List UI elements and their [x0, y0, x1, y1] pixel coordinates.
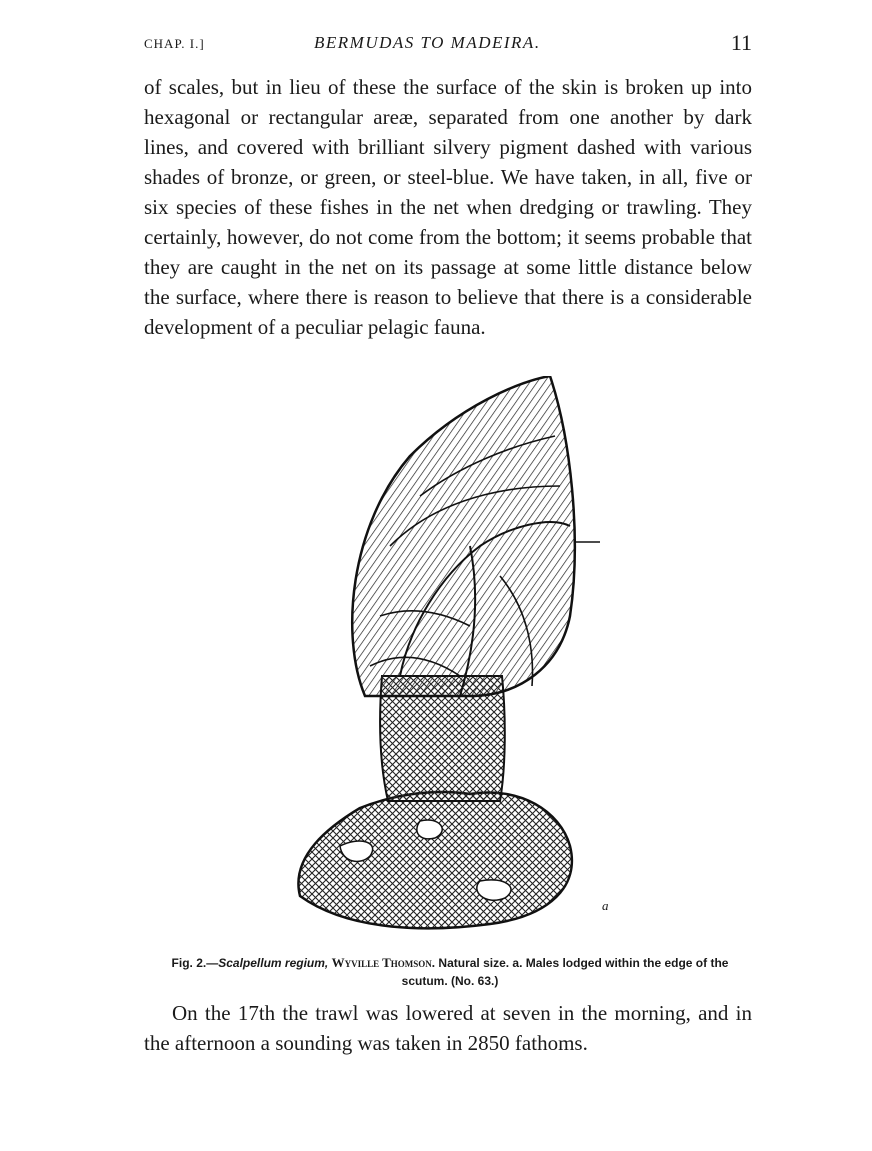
chapter-label: CHAP. I.]	[144, 36, 205, 51]
capitulum	[352, 376, 575, 696]
barnacle-illustration	[270, 376, 640, 941]
figure-scalpellum	[270, 376, 640, 941]
body-paragraph-2: On the 17th the trawl was lowered at seven in the morning, and in the afternoon a sounding was taken in 2850 fathoms.	[144, 1001, 752, 1055]
running-title: BERMUDAS TO MADEIRA.	[314, 33, 541, 52]
caption-rest: Natural size. a. Males lodged within the edge of the scutum. (No. 63.)	[401, 956, 729, 988]
caption-author: Wyville Thomson.	[331, 955, 436, 970]
caption-fig-number: Fig. 2.—	[171, 956, 219, 970]
rock-base	[298, 792, 571, 928]
caption-species: Scalpellum regium,	[218, 956, 329, 970]
body-paragraph-1: of scales, but in lieu of these the surface of the skin is broken up into hexagonal or rectangular areæ, separated from one another by dark lines, and covered with brilliant silvery pigment dashed with various shades of bronze, or green, or steel-blue. We have taken, in all, five or six species of these fishes in the net when dredging or trawling. They certainly, however, do not come from the bottom; it seems probable that they are caught in the net on its passage at some little distance below the surface, where there is reason to believe that there is a considerable development of a peculiar pelagic fauna.	[144, 75, 752, 339]
page-number: 11	[730, 30, 752, 55]
figure-caption	[150, 954, 750, 990]
figure-label-a: a	[602, 898, 609, 913]
running-head	[144, 30, 752, 56]
